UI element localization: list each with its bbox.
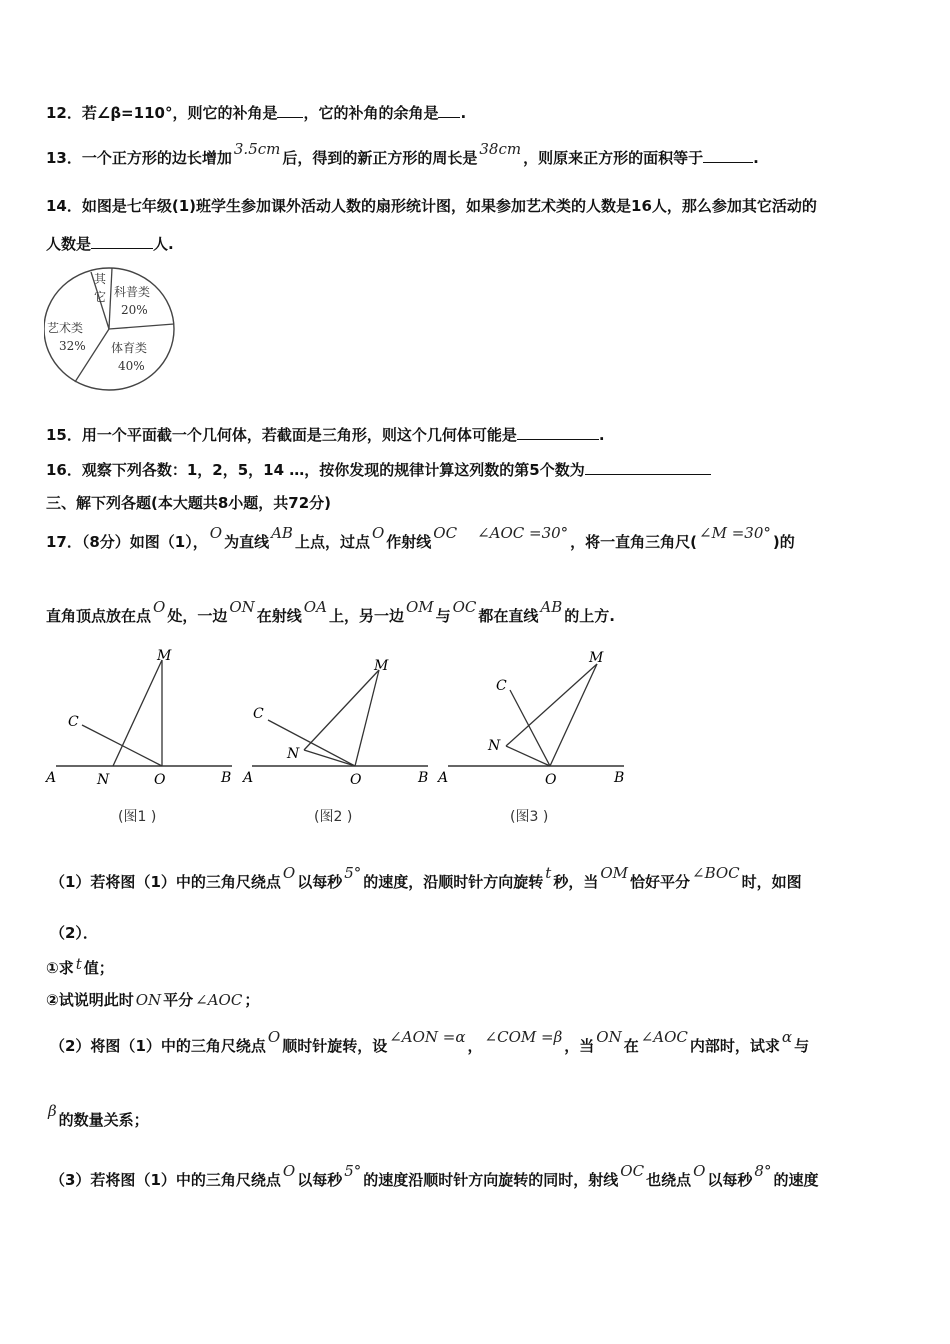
part-1-line2: （2）． (50, 924, 98, 942)
slice-label-other-1: 其 (94, 272, 107, 286)
figure-3 (434, 642, 634, 792)
label-A: A (243, 770, 254, 786)
answer-blank (91, 234, 153, 249)
pie-divider (109, 324, 174, 329)
part-1-line1: （1）若将图（1）中的三角尺绕点 O 以每秒 5° 的速度，沿顺时针方向旋转 t 秒，当 OM 恰好平分 ∠BOC 时，如图 (50, 864, 802, 891)
section-3-heading: 三、解下列各题(本大题共8小题，共72分) (46, 494, 332, 512)
label-N: N (97, 772, 110, 788)
label-C: C (68, 714, 79, 730)
label-N: N (287, 746, 300, 762)
figure-3-caption: (图3 ) (510, 809, 549, 825)
label-M: M (589, 650, 604, 666)
label-A: A (46, 770, 57, 786)
answer-blank (517, 425, 599, 440)
question-13: 13．一个正方形的边长增加 3.5cm 后，得到的新正方形的周长是 38cm ，则原来正方形的面积等于 . (46, 140, 759, 167)
answer-blank (703, 148, 753, 163)
label-B: B (221, 770, 232, 786)
label-M: M (374, 658, 389, 674)
question-15: 15．用一个平面截一个几何体，若截面是三角形，则这个几何体可能是 . (46, 426, 605, 444)
slice-label-sports: 体育类 (111, 341, 148, 355)
label-O: O (350, 772, 362, 788)
label-O: O (154, 772, 166, 788)
figure-1 (40, 642, 240, 792)
answer-blank (438, 103, 460, 118)
part-2-line2: β 的数量关系； (48, 1102, 149, 1129)
question-14-line2: 人数是 人. (46, 235, 174, 253)
answer-blank (277, 103, 303, 118)
label-M: M (157, 648, 172, 664)
label-N: N (488, 738, 501, 754)
question-17-line1: 17．（8分）如图（1）， O 为直线 AB 上点，过点 O 作射线 OC ∠AOC =30° ，将一直角三角尺( ∠M =30° )的 (46, 524, 795, 551)
slice-value-science: 20% (121, 303, 148, 317)
slice-label-art: 艺术类 (47, 321, 84, 335)
subquestion-1: ①求 t 值； (46, 955, 114, 977)
slice-label-other-2: 它 (94, 290, 107, 304)
label-O: O (545, 772, 557, 788)
figure-2 (240, 642, 440, 792)
label-C: C (253, 706, 264, 722)
question-12: 12．若∠β=110°，则它的补角是 ，它的补角的余角是 . (46, 104, 467, 122)
figure-2-caption: (图2 ) (314, 809, 353, 825)
label-B: B (614, 770, 625, 786)
label-C: C (496, 678, 507, 694)
label-A: A (438, 770, 449, 786)
answer-blank (585, 460, 711, 475)
figure-1-caption: (图1 ) (118, 809, 157, 825)
question-14-line1: 14．如图是七年级(1)班学生参加课外活动人数的扇形统计图，如果参加艺术类的人数是16人，那么参加其它活动的 (46, 197, 817, 215)
slice-value-art: 32% (59, 339, 86, 353)
question-16: 16．观察下列各数：1，2，5，14 …，按你发现的规律计算这列数的第5个数为 (46, 460, 711, 480)
pie-divider (75, 329, 109, 382)
pie-divider (109, 268, 112, 329)
pie-chart (44, 266, 184, 396)
slice-label-science: 科普类 (114, 285, 151, 299)
label-B: B (418, 770, 429, 786)
slice-value-sports: 40% (118, 359, 145, 373)
part-3-line1: （3）若将图（1）中的三角尺绕点 O 以每秒 5° 的速度沿顺时针方向旋转的同时，射线 OC 也绕点 O 以每秒 8° 的速度 (50, 1162, 819, 1189)
part-2-line1: （2）将图（1）中的三角尺绕点 O 顺时针旋转，设 ∠AON =α ， ∠COM =β ，当 ON 在 ∠AOC 内部时，试求 α 与 (50, 1028, 810, 1055)
question-17-line2: 直角顶点放在点 O 处，一边 ON 在射线 OA 上，另一边 OM 与 OC 都在直线 AB 的上方. (46, 598, 615, 625)
subquestion-2: ②试说明此时 ON 平分 ∠AOC ； (46, 991, 260, 1009)
